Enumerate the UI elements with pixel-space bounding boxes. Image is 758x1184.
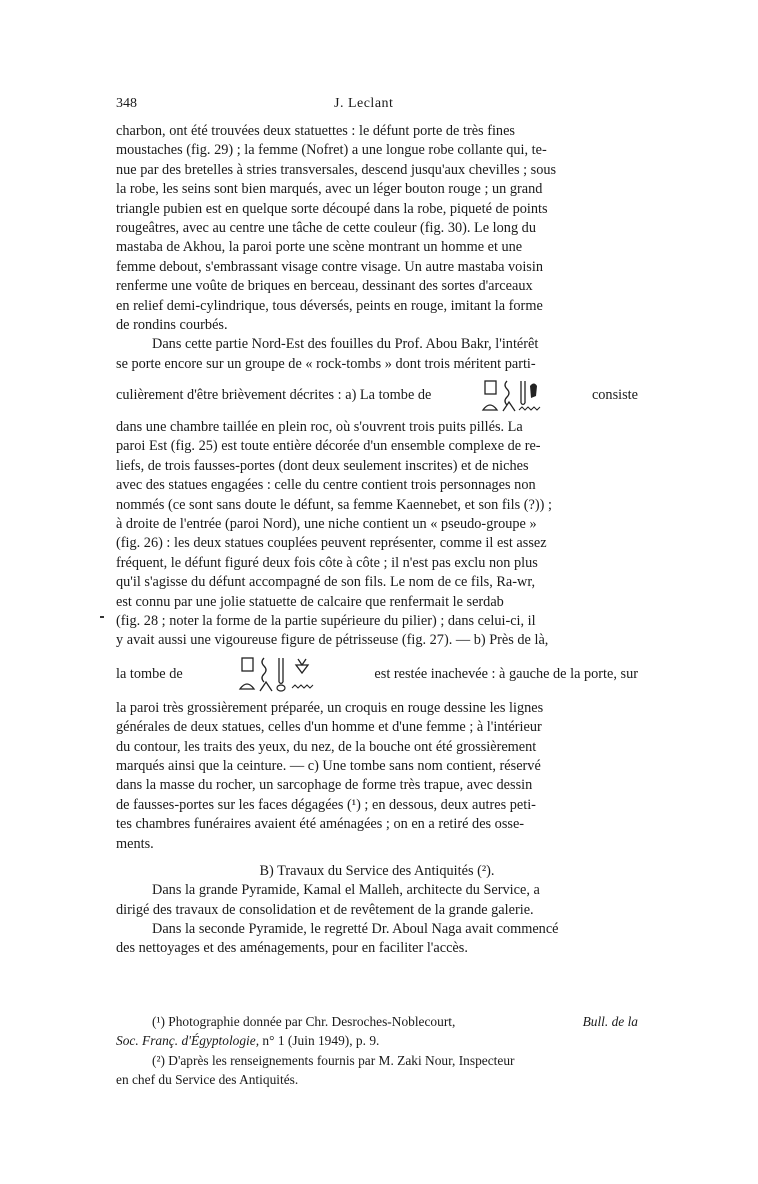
text-line-with-hieroglyphs: [116, 651, 638, 699]
page-header: [116, 96, 638, 118]
footnote-text: n° 1 (Juin 1949), p. 9.: [262, 1033, 380, 1049]
text-line: est connu par une jolie statuette de calcaire que renfermait le serdab: [116, 593, 504, 610]
text-line: Dans la seconde Pyramide, le regretté Dr. Aboul Naga avait commencé: [152, 921, 559, 938]
text-line: qu'il s'agisse du défunt accompagné de son fils. Le nom de ce fils, Ra-wr,: [116, 574, 536, 591]
text-line: liefs, de trois fausses-portes (dont deux seulement inscrites) et de niches: [116, 457, 529, 474]
text-line: du contour, les traits des yeux, du nez, de la bouche ont été grossièrement: [116, 738, 537, 755]
text-line: Dans cette partie Nord-Est des fouilles du Prof. Abou Bakr, l'intérêt: [152, 336, 539, 353]
text-line: la paroi très grossièrement préparée, un croquis en rouge dessine les lignes: [116, 699, 544, 716]
text-line: de fausses-portes sur les faces dégagées (¹) ; en dessous, deux autres peti-: [116, 796, 536, 813]
text-line: moustaches (fig. 29) ; la femme (Nofret) a une longue robe collante qui, te-: [116, 142, 547, 159]
footnote-1-line: [116, 1032, 638, 1051]
text-line: paroi Est (fig. 25) est toute entière décorée d'un ensemble complexe de re-: [116, 438, 541, 455]
text-line: fréquent, le défunt figuré deux fois côte à côte ; il n'est pas exclu non plus: [116, 554, 538, 571]
text-line: tes chambres funéraires avaient été aménagées ; on en a retiré des osse-: [116, 816, 525, 833]
text-line: de rondins courbés.: [116, 316, 228, 333]
text-line: dans une chambre taillée en plein roc, où s'ouvrent trois puits pillés. La: [116, 419, 523, 436]
footnote-text: (¹) Photographie donnée par Chr. Desroches-Noblecourt,: [152, 1013, 456, 1029]
text-line: marqués ainsi que la ceinture. — c) Une tombe sans nom contient, réservé: [116, 757, 541, 774]
page-number: 348: [116, 96, 137, 111]
margin-mark: [100, 616, 104, 618]
text-line: renferme une voûte de briques en berceau, dessinant des sortes d'arceaux: [116, 278, 533, 295]
text-line: femme debout, s'embrassant visage contre visage. Un autre mastaba voisin: [116, 258, 543, 275]
text-line: y avait aussi une vigoureuse figure de pétrisseuse (fig. 27). — b) Près de là,: [116, 632, 549, 649]
text-line: (fig. 28 ; noter la forme de la partie supérieure du pilier) ; dans celui-ci, il: [116, 612, 536, 629]
text-line: dans la masse du rocher, un sarcophage de forme très trapue, avec dessin: [116, 777, 533, 794]
text-line: rougeâtres, avec au centre une tâche de cette couleur (fig. 30). Le long du: [116, 219, 536, 236]
text-line: générales de deux statues, celles d'un homme et d'une femme ; à l'intérieur: [116, 719, 542, 736]
text-line: (fig. 26) : les deux statues couplées peuvent représenter, comme il est assez: [116, 535, 547, 552]
text-line: dirigé des travaux de consolidation et de revêtement de la grande galerie.: [116, 901, 534, 918]
text-segment: est restée inachevée : à gauche de la porte, sur: [374, 666, 638, 683]
text-line: des nettoyages et des aménagements, pour en faciliter l'accès.: [116, 940, 468, 957]
footnote-2-line: en chef du Service des Antiquités.: [116, 1072, 299, 1088]
text-line: avec des statues engagées : celle du centre contient trois personnages non: [116, 477, 536, 494]
hieroglyph-name-1-icon: [479, 378, 545, 414]
text-line: la robe, les seins sont bien marqués, avec un léger bouton rouge ; un grand: [116, 181, 543, 198]
footnote-2-line: (²) D'après les renseignements fournis par M. Zaki Nour, Inspecteur: [152, 1052, 515, 1068]
footnote-journal: Soc. Franç. d'Égyptologie,: [116, 1033, 260, 1049]
text-line: à droite de l'entrée (paroi Nord), une niche contient un « pseudo-groupe »: [116, 516, 537, 533]
text-line-with-hieroglyphs: [116, 374, 638, 418]
text-line: Dans la grande Pyramide, Kamal el Malleh, architecte du Service, a: [152, 882, 540, 899]
text-line: nue par des bretelles à stries transversales, descend jusqu'aux chevilles ; sous: [116, 161, 557, 178]
text-line: charbon, ont été trouvées deux statuettes : le défunt porte de très fines: [116, 123, 515, 139]
text-line: se porte encore sur un groupe de « rock-tombs » dont trois méritent parti-: [116, 355, 536, 372]
text-line: ments.: [116, 835, 154, 852]
text-segment: la tombe de: [116, 666, 183, 683]
text-segment: consiste: [591, 387, 638, 404]
footnote-journal: Bull. de la: [582, 1013, 638, 1029]
footnotes: [116, 1013, 638, 1091]
text-segment: culièrement d'être brièvement décrites : a) La tombe de: [116, 387, 432, 404]
footnote-1-line: [116, 1013, 638, 1032]
text-line: mastaba de Akhou, la paroi porte une scène montrant un homme et une: [116, 239, 523, 256]
main-text: [116, 122, 638, 1090]
section-heading: B) Travaux du Service des Antiquités (²).: [259, 862, 495, 879]
text-line: en relief demi-cylindrique, tous déversés, peints en rouge, imitant la forme: [116, 297, 543, 314]
text-line: triangle pubien est en quelque sorte découpé dans la robe, piqueté de points: [116, 200, 548, 217]
hieroglyph-name-2-icon: [238, 655, 320, 695]
text-line: nommés (ce sont sans doute le défunt, sa femme Kaennebet, et son fils (?)) ;: [116, 496, 552, 513]
running-head: J. Leclant: [334, 96, 394, 111]
